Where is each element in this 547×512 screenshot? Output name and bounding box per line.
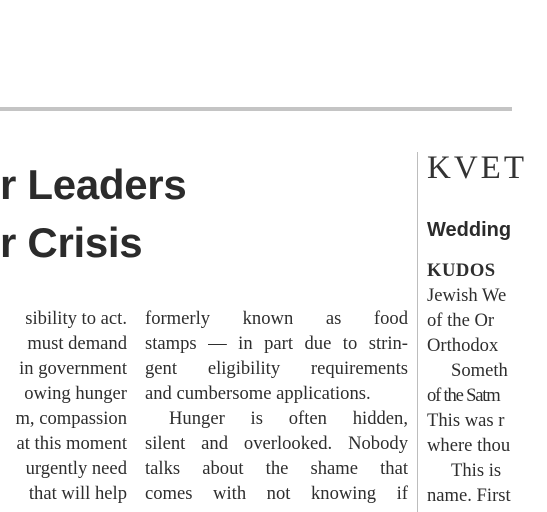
column-line: silent and overlooked. Nobody bbox=[145, 433, 408, 454]
column-line: name. First bbox=[427, 485, 511, 506]
column-line: formerly known as food bbox=[145, 308, 408, 329]
article-column-middle bbox=[145, 306, 408, 506]
column-line: m, compassion bbox=[15, 408, 127, 429]
column-line: of the Or bbox=[427, 310, 495, 331]
column-line: where thou bbox=[427, 435, 511, 456]
headline-line-2: r Crisis bbox=[0, 219, 143, 266]
column-line: that will help bbox=[28, 483, 127, 504]
column-line: sibility to act. bbox=[25, 308, 127, 329]
column-line: Someth bbox=[451, 360, 508, 381]
sidebar-subheading: Wedding bbox=[427, 219, 512, 241]
column-line: gent eligibility requirements bbox=[145, 358, 408, 379]
column-line: owing hunger bbox=[24, 383, 127, 404]
column-line: comes with not knowing if bbox=[145, 483, 408, 504]
column-line: Hunger is often hidden, bbox=[169, 408, 408, 429]
article-column-left bbox=[0, 306, 127, 506]
sidebar-column bbox=[427, 258, 547, 508]
headline-line-1: r Leaders bbox=[0, 161, 187, 208]
column-line: stamps — in part due to strin- bbox=[145, 333, 408, 354]
sidebar-kudos-label: KUDOS bbox=[427, 260, 496, 281]
sidebar-heading: KVET bbox=[427, 150, 527, 186]
column-line: This was r bbox=[427, 410, 505, 431]
column-line: This is bbox=[451, 460, 502, 481]
column-line: at this moment bbox=[16, 433, 127, 454]
top-divider bbox=[0, 107, 512, 111]
column-line: of the Satm bbox=[427, 385, 500, 406]
sidebar-divider bbox=[417, 152, 418, 512]
column-line: Orthodox bbox=[427, 335, 499, 356]
column-line: and cumbersome applications. bbox=[145, 383, 371, 404]
column-line: Jewish We bbox=[427, 285, 507, 306]
column-line: urgently need bbox=[25, 458, 127, 479]
column-line: talks about the shame that bbox=[145, 458, 408, 479]
column-line: in government bbox=[19, 358, 127, 379]
column-line: must demand bbox=[27, 333, 127, 354]
